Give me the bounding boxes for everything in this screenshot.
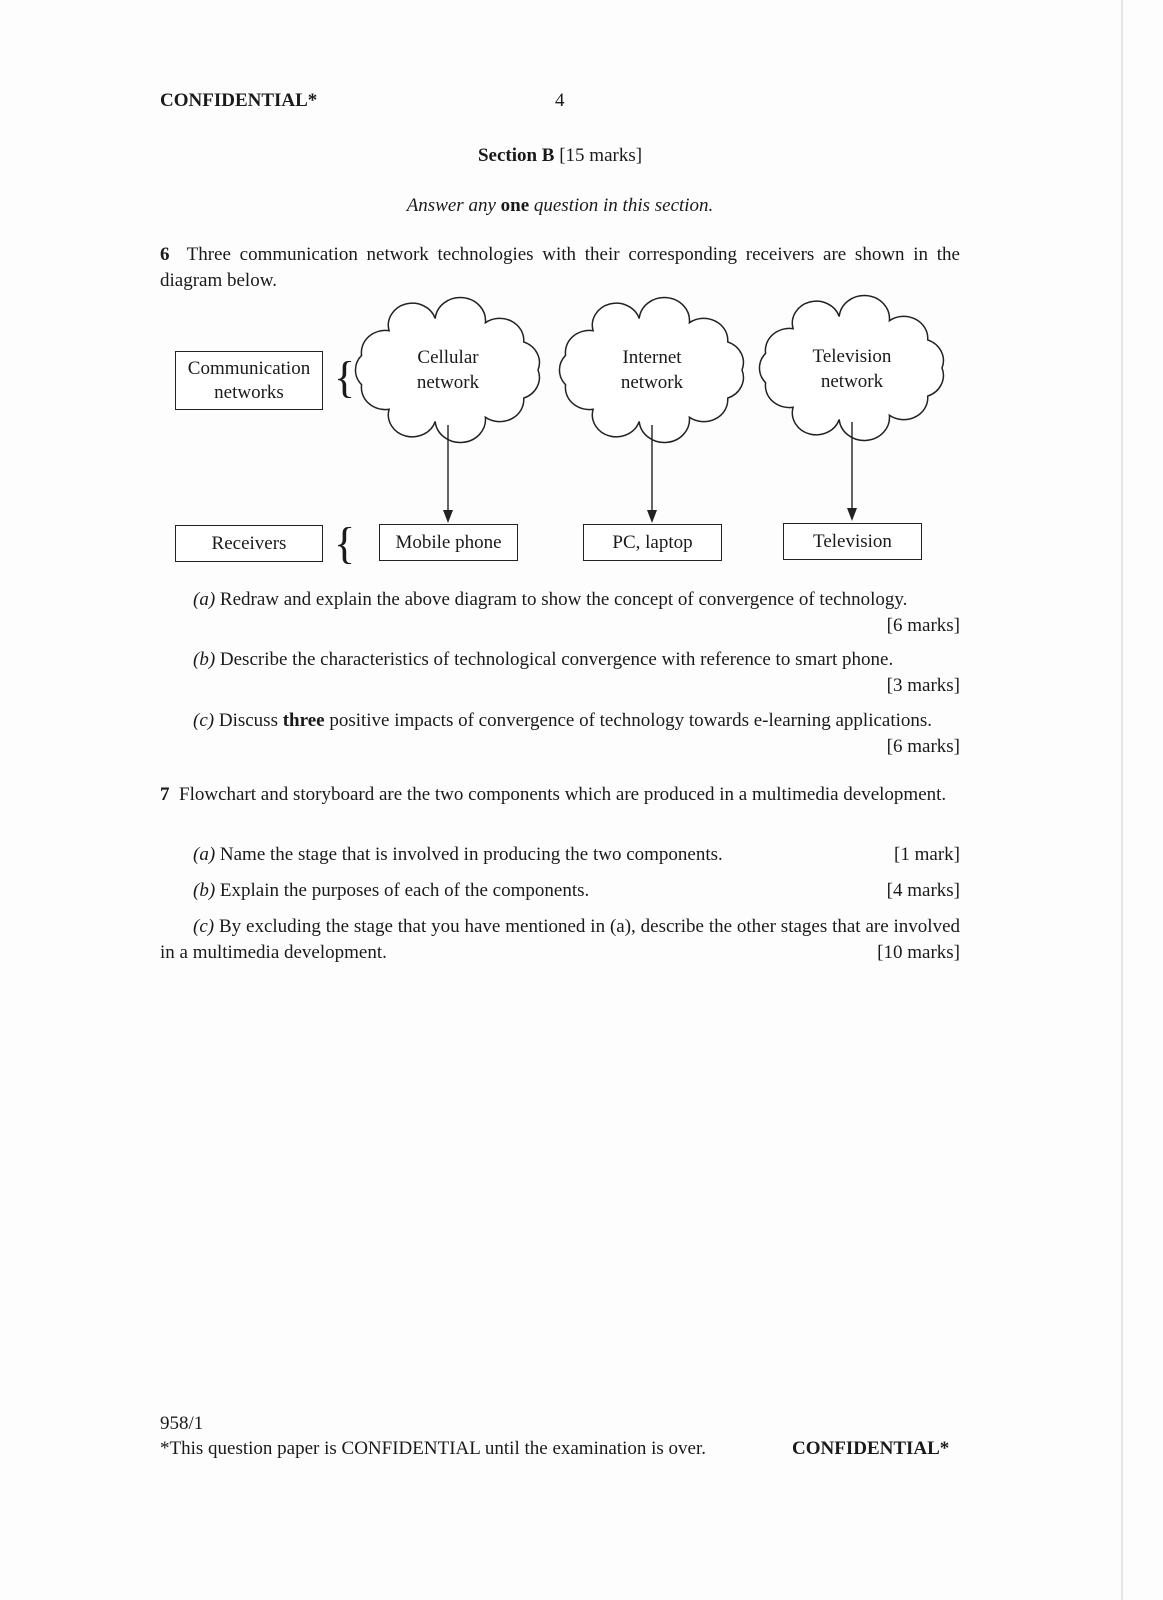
part-marks: [10 marks]: [877, 942, 960, 963]
receiver-television: Television: [783, 523, 922, 560]
cloud-internet-label: [577, 345, 727, 395]
cloud-line: Television: [812, 346, 892, 367]
page-number: 4: [555, 90, 565, 111]
footer-notice: *This question paper is CONFIDENTIAL until the examination is over.: [160, 1438, 706, 1459]
q6-part-c: [160, 708, 960, 760]
footer-confidential: CONFIDENTIAL*: [792, 1438, 950, 1459]
q7-number: 7: [160, 784, 170, 805]
receivers-box: Receivers: [175, 525, 323, 562]
arrowhead-internet: [647, 510, 657, 523]
q6-text: Three communication network technologies with their corresponding receivers are shown in the diagram below.: [160, 244, 960, 291]
part-label: (a): [193, 844, 216, 865]
part-text: positive impacts of convergence of technology towards e-learning applications.: [324, 710, 933, 731]
q7-part-b: [160, 878, 960, 904]
part-label: (a): [193, 589, 216, 610]
part-marks: [6 marks]: [886, 615, 960, 636]
q6-part-a: [160, 587, 960, 639]
cloud-line: network: [620, 372, 684, 393]
part-text-bold: three: [282, 710, 325, 731]
q7-text: Flowchart and storyboard are the two components which are produced in a multimedia development.: [179, 784, 947, 805]
part-text: By excluding the stage that you have mentioned in (a), describe the other stages that are involved in a multimedia development.: [160, 916, 961, 963]
instr-pre: Answer any: [406, 195, 501, 216]
paper-code: 958/1: [160, 1413, 204, 1434]
q6-number: 6: [160, 244, 170, 265]
instr-post: question in this section.: [529, 195, 714, 216]
part-marks: [4 marks]: [886, 880, 960, 901]
cloud-television-label: [777, 344, 927, 394]
section-marks: [15 marks]: [559, 145, 643, 166]
part-text: Discuss: [218, 710, 283, 731]
receiver-pc-laptop: PC, laptop: [583, 524, 722, 561]
part-label: (b): [193, 649, 216, 670]
part-text: Explain the purposes of each of the components.: [219, 880, 590, 901]
q7-part-a: [160, 842, 960, 868]
q7-part-c: [160, 914, 960, 966]
part-label: (c): [193, 916, 215, 937]
receiver-mobile-phone: Mobile phone: [379, 524, 518, 561]
header-confidential: CONFIDENTIAL*: [160, 90, 318, 111]
section-title: Section B: [477, 145, 555, 166]
cloud-line: network: [820, 371, 884, 392]
part-text: Redraw and explain the above diagram to show the concept of convergence of technology.: [219, 589, 908, 610]
row1-label-line1: Communication: [187, 357, 311, 379]
part-text: Name the stage that is involved in producing the two components.: [219, 844, 723, 865]
cloud-cellular-label: [373, 345, 523, 395]
brace-receivers: {: [334, 519, 356, 568]
part-label: (b): [193, 880, 216, 901]
arrowhead-television: [847, 508, 857, 521]
part-text: Describe the characteristics of technological convergence with reference to smart phone.: [219, 649, 894, 670]
instr-bold: one: [500, 195, 530, 216]
brace-networks: {: [334, 353, 356, 402]
arrowhead-cellular: [443, 510, 453, 523]
communication-networks-box: [175, 351, 323, 410]
q7-stem: [160, 782, 960, 808]
part-marks: [1 mark]: [894, 844, 960, 865]
cloud-line: Cellular: [417, 347, 479, 368]
part-marks: [6 marks]: [886, 736, 960, 757]
row1-label-line2: networks: [214, 381, 284, 403]
part-label: (c): [193, 710, 215, 731]
q6-part-b: [160, 647, 960, 699]
diagram-svg: [0, 0, 1163, 600]
part-marks: [3 marks]: [886, 675, 960, 696]
cloud-line: Internet: [622, 347, 682, 368]
cloud-line: network: [416, 372, 480, 393]
